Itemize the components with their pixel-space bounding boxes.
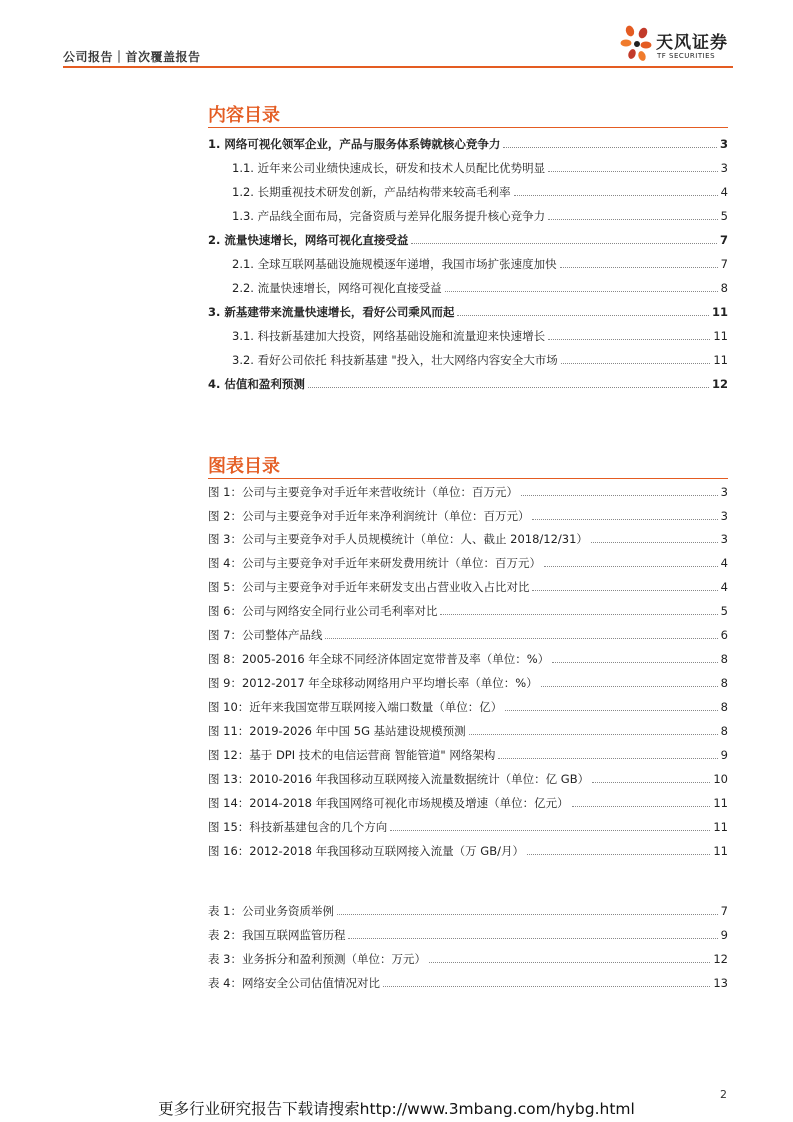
figures-title-underline: [208, 478, 728, 479]
dot-leader: [532, 519, 717, 520]
table-entry[interactable]: [208, 923, 728, 943]
figure-entry[interactable]: [208, 695, 728, 715]
dot-leader: [591, 542, 718, 543]
figure-entry[interactable]: [208, 815, 728, 835]
dot-leader: [561, 363, 711, 364]
logo-chinese-name: 天风证券: [656, 33, 728, 53]
page-number: 2: [720, 1088, 727, 1101]
figure-entry[interactable]: [208, 767, 728, 787]
toc-entry-page: 12: [711, 377, 728, 391]
figure-entry-text: 图 10：近年来我国宽带互联网接入端口数量（单位：亿）: [208, 700, 503, 714]
header-divider: [63, 66, 733, 68]
toc-entry-text: 4. 估值和盈利预测: [208, 377, 305, 391]
toc-entry[interactable]: [232, 324, 728, 344]
dot-leader: [390, 830, 710, 831]
figure-entry[interactable]: [208, 743, 728, 763]
figure-entry-text: 图 7：公司整体产品线: [208, 628, 323, 642]
toc-entry-page: 11: [713, 353, 728, 367]
figure-entry-text: 图 9：2012-2017 年全球移动网络用户平均增长率（单位：%）: [208, 676, 538, 690]
table-entry-page: 7: [720, 904, 728, 918]
toc-entry-page: 7: [719, 233, 728, 247]
toc-entry[interactable]: [232, 156, 728, 176]
figure-entry-page: 8: [720, 652, 728, 666]
toc-entry[interactable]: [208, 300, 728, 320]
dot-leader: [440, 614, 717, 615]
figure-entry-page: 11: [713, 796, 728, 810]
toc-entry[interactable]: [208, 132, 728, 152]
dot-leader: [503, 147, 717, 148]
figure-entry[interactable]: [208, 504, 728, 524]
toc-entry[interactable]: [232, 180, 728, 200]
figure-entry-text: 图 15：科技新基建包含的几个方向: [208, 820, 388, 834]
figure-entry[interactable]: [208, 480, 728, 500]
toc-entry-text: 2.2. 流量快速增长，网络可视化直接受益: [232, 281, 442, 295]
toc-entry-text: 2.1. 全球互联网基础设施规模逐年递增，我国市场扩张速度加快: [232, 257, 557, 271]
figure-entry-page: 10: [713, 772, 728, 786]
figure-entry[interactable]: [208, 599, 728, 619]
table-entry-text: 表 1：公司业务资质举例: [208, 904, 334, 918]
figure-entry-text: 图 6：公司与网络安全同行业公司毛利率对比: [208, 604, 438, 618]
figure-entry-text: 图 12：基于 DPI 技术的电信运营商 智能管道" 网络架构: [208, 748, 496, 762]
figure-entry-page: 8: [720, 700, 728, 714]
toc-entry-page: 3: [720, 161, 728, 175]
toc-entry-text: 3.2. 看好公司依托 科技新基建 "投入，壮大网络内容安全大市场: [232, 353, 558, 367]
toc-entry[interactable]: [232, 204, 728, 224]
figure-entry-text: 图 1：公司与主要竞争对手近年来营收统计（单位：百万元）: [208, 485, 518, 499]
dot-leader: [552, 662, 717, 663]
table-entry-page: 13: [713, 976, 728, 990]
toc-entry-text: 3.1. 科技新基建加大投资，网络基础设施和流量迎来快速增长: [232, 329, 546, 343]
figure-entry-page: 11: [713, 844, 728, 858]
dot-leader: [521, 495, 718, 496]
toc-entry-page: 5: [720, 209, 728, 223]
dot-leader: [505, 710, 717, 711]
figure-entry-page: 4: [720, 580, 728, 594]
dot-leader: [548, 219, 718, 220]
figure-entry[interactable]: [208, 551, 728, 571]
dot-leader: [514, 195, 718, 196]
figure-entry-page: 11: [713, 820, 728, 834]
dot-leader: [560, 267, 718, 268]
figure-entry-page: 5: [720, 604, 728, 618]
figure-entry-page: 8: [720, 724, 728, 738]
figure-entry[interactable]: [208, 719, 728, 739]
table-entry[interactable]: [208, 899, 728, 919]
figure-entry-text: 图 3：公司与主要竞争对手人员规模统计（单位：人、截止 2018/12/31）: [208, 532, 588, 546]
dot-leader: [383, 986, 710, 987]
toc-entry-page: 3: [719, 137, 728, 151]
figure-entry-page: 6: [720, 628, 728, 642]
toc-entry-page: 11: [711, 305, 728, 319]
dot-leader: [429, 962, 710, 963]
report-type-label: 公司报告｜首次覆盖报告: [63, 50, 201, 64]
toc-entry[interactable]: [232, 276, 728, 296]
figure-entry[interactable]: [208, 671, 728, 691]
dot-leader: [544, 566, 718, 567]
figure-entry[interactable]: [208, 575, 728, 595]
contents-title: 内容目录: [208, 105, 280, 126]
dot-leader: [592, 782, 710, 783]
toc-entry-page: 8: [720, 281, 728, 295]
toc-entry-text: 1.1. 近年来公司业绩快速成长，研发和技术人员配比优势明显: [232, 161, 546, 175]
dot-leader: [541, 686, 718, 687]
toc-entry-text: 3. 新基建带来流量快速增长，看好公司乘风而起: [208, 305, 455, 319]
table-entry-text: 表 3：业务拆分和盈利预测（单位：万元）: [208, 952, 426, 966]
dot-leader: [308, 387, 709, 388]
figure-entry-text: 图 2：公司与主要竞争对手近年来净利润统计（单位：百万元）: [208, 509, 530, 523]
dot-leader: [457, 315, 709, 316]
figure-entry[interactable]: [208, 791, 728, 811]
dot-leader: [532, 590, 717, 591]
figure-entry-page: 3: [720, 485, 728, 499]
table-entry[interactable]: [208, 947, 728, 967]
figure-entry[interactable]: [208, 839, 728, 859]
dot-leader: [348, 938, 717, 939]
dot-leader: [445, 291, 718, 292]
toc-entry-page: 11: [713, 329, 728, 343]
toc-entry[interactable]: [232, 252, 728, 272]
figure-entry-text: 图 5：公司与主要竞争对手近年来研发支出占营业收入占比对比: [208, 580, 530, 594]
figure-entry-text: 图 13：2010-2016 年我国移动互联网接入流量数据统计（单位：亿 GB）: [208, 772, 590, 786]
dot-leader: [548, 171, 718, 172]
dot-leader: [527, 854, 710, 855]
dot-leader: [469, 734, 718, 735]
figure-entry-page: 4: [720, 556, 728, 570]
contents-title-underline: [208, 127, 728, 128]
figure-entry-page: 9: [720, 748, 728, 762]
logo-english-name: TF SECURITIES: [657, 52, 716, 60]
footer-download-link[interactable]: 更多行业研究报告下载请搜索http://www.3mbang.com/hybg.html: [158, 1100, 635, 1118]
figure-entry-page: 3: [720, 509, 728, 523]
figure-entry-text: 图 4：公司与主要竞争对手近年来研发费用统计（单位：百万元）: [208, 556, 541, 570]
figure-entry[interactable]: [208, 527, 728, 547]
toc-entry-text: 2. 流量快速增长，网络可视化直接受益: [208, 233, 409, 247]
figure-entry[interactable]: [208, 623, 728, 643]
toc-entry-page: 4: [720, 185, 728, 199]
table-entry-text: 表 4：网络安全公司估值情况对比: [208, 976, 380, 990]
figure-entry-text: 图 11：2019-2026 年中国 5G 基站建设规模预测: [208, 724, 466, 738]
toc-entry-page: 7: [720, 257, 728, 271]
table-entry-page: 12: [713, 952, 728, 966]
table-entry[interactable]: [208, 971, 728, 991]
dot-leader: [548, 339, 710, 340]
toc-entry[interactable]: [208, 372, 728, 392]
figure-entry-page: 8: [720, 676, 728, 690]
figure-entry-page: 3: [720, 532, 728, 546]
dot-leader: [411, 243, 717, 244]
table-entry-text: 表 2：我国互联网监管历程: [208, 928, 346, 942]
table-entry-page: 9: [720, 928, 728, 942]
figure-entry-text: 图 8：2005-2016 年全球不同经济体固定宽带普及率（单位：%）: [208, 652, 550, 666]
dot-leader: [498, 758, 717, 759]
figure-entry-text: 图 14：2014-2018 年我国网络可视化市场规模及增速（单位：亿元）: [208, 796, 569, 810]
toc-entry-text: 1.3. 产品线全面布局，完备资质与差异化服务提升核心竞争力: [232, 209, 546, 223]
figure-entry[interactable]: [208, 647, 728, 667]
toc-entry[interactable]: [208, 228, 728, 248]
petal-logo-icon: [620, 24, 654, 64]
dot-leader: [337, 914, 718, 915]
dot-leader: [325, 638, 717, 639]
figures-title: 图表目录: [208, 456, 280, 477]
figure-entry-text: 图 16：2012-2018 年我国移动互联网接入流量（万 GB/月）: [208, 844, 524, 858]
toc-entry-text: 1. 网络可视化领军企业，产品与服务体系铸就核心竞争力: [208, 137, 501, 151]
tf-securities-logo: [620, 22, 740, 66]
toc-entry-text: 1.2. 长期重视技术研发创新，产品结构带来较高毛利率: [232, 185, 511, 199]
dot-leader: [572, 806, 711, 807]
toc-entry[interactable]: [232, 348, 728, 368]
